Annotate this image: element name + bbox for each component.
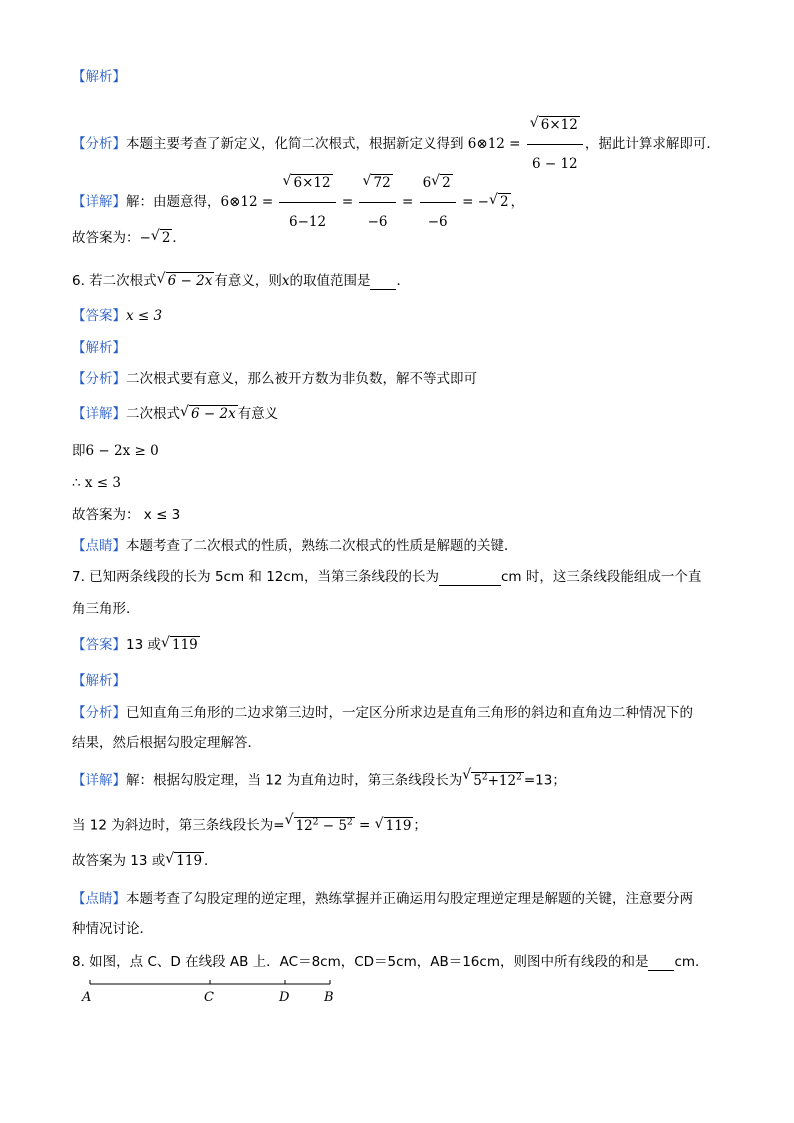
- q6-step1-text: 即6 − 2x ≥ 0: [72, 443, 159, 459]
- point-label-d: D: [279, 990, 290, 1005]
- q7-xj-rad-a: 5: [473, 772, 482, 789]
- q5-answer-line: 故答案为：− √ 2 ．: [72, 228, 186, 246]
- q6-step1: [72, 442, 159, 460]
- q7-xj-tail: =13；: [523, 772, 566, 789]
- q6-fenxi-line: [72, 370, 477, 388]
- fenxi-tag: 【分析】: [72, 136, 126, 152]
- q7-stem-part-b: cm 时，这三条线段能组成一个直: [500, 569, 702, 585]
- xj-fraction-2: √ 72 −6: [359, 166, 395, 239]
- xj-fraction-1: √ 6×12 6−12: [279, 166, 335, 239]
- q6-stem-mid: 有意义，则: [214, 273, 282, 289]
- answer-tail: ．: [172, 230, 186, 246]
- q7-answer-tail: ．: [204, 853, 218, 869]
- q6-stem-prefix: 6. 若二次根式: [72, 273, 157, 289]
- q7-dianjing-line2: [72, 920, 153, 938]
- q6-dianjing-text: 本题考查了二次根式的性质，熟练二次根式的性质是解题的关键．: [126, 538, 518, 554]
- q6-stem-end: ．: [396, 273, 410, 289]
- xj-fraction-3: 6 √ 2 −6: [420, 166, 456, 239]
- xj-f2-denominator: −6: [367, 214, 388, 230]
- fenxi-tag: 【分析】: [72, 705, 126, 721]
- q7-fenxi-line2: [72, 734, 261, 752]
- q7-case2-line: 当 12 为斜边时，第三条线段长为= √ $12^2 - 5^2$ = √ 119 ；: [72, 812, 427, 834]
- q6-answer: 故答案为： x ≤ 3: [72, 507, 181, 523]
- q7-stem-line1: [72, 568, 701, 586]
- q7-jiexi-heading: [72, 672, 126, 690]
- xj-f3-radicand: 2: [442, 175, 451, 191]
- q8-stem: [72, 953, 709, 971]
- q7-stem-part-a: 7. 已知两条线段的长为 5cm 和 12cm，当第三条线段的长为: [72, 569, 439, 585]
- q6-xiangjie-text: 二次根式: [126, 406, 180, 422]
- q6-dianjing-line: [72, 537, 518, 555]
- q6-stem-tail: 的取值范围是: [289, 273, 371, 289]
- q6-step2-text: ∴ x ≤ 3: [72, 475, 121, 491]
- fenxi-tag: 【分析】: [72, 371, 126, 387]
- answer-prefix: 故答案为：: [72, 230, 140, 246]
- equals-sign: =: [401, 194, 414, 210]
- answer-minus: −: [139, 230, 151, 246]
- q7-stem-line2: [72, 600, 130, 618]
- q7-stem-line2-text: 角三角形.: [72, 601, 131, 617]
- q7-case2-prefix: 当 12 为斜边时，第三条线段长为=: [72, 817, 285, 834]
- q7-fenxi-line2-text: 结果，然后根据勾股定理解答．: [72, 735, 261, 751]
- q7-answer-line: 故答案为 13 或 √ 119 ．: [72, 851, 218, 869]
- q8-stem-text: 8. 如图，点 C、D 在线段 AB 上．AC＝8cm，CD＝5cm，AB＝16cm，则图中所有线段的和是: [72, 954, 649, 970]
- q7-answer-radicand: 119: [176, 853, 203, 869]
- q5-xiangjie-line: 【详解】解：由题意得，6⊗12 = √ 6×12 6−12 = √ 72 −6 = 6 √ 2 −6 = − √ 2 ，: [72, 166, 524, 239]
- q7-case2-tail: ；: [413, 817, 427, 834]
- q6-xiangjie-radicand: 6 − 2x: [191, 406, 236, 422]
- q6-step2: [72, 474, 121, 492]
- q6-answer-line: [72, 506, 180, 524]
- q7-daan-prefix: 13 或: [126, 637, 161, 653]
- q6-fenxi-text: 二次根式要有意义，那么被开方数为非负数，解不等式即可: [126, 371, 477, 387]
- q6-stem: 6. 若二次根式 √ 6 − 2x 有意义，则x的取值范围是 ．: [72, 271, 410, 289]
- equals-sign: =: [359, 817, 371, 834]
- equals-sign: =: [341, 194, 354, 210]
- q7-dianjing-line1: [72, 890, 693, 908]
- q6-daan-value: x ≤ 3: [126, 308, 163, 324]
- fenxi-fraction: √ 6×12 6 − 12: [527, 108, 583, 181]
- q7-fenxi-line1-text: 已知直角三角形的二边求第三边时，一定区分所求边是直角三角形的斜边和直角边二种情况下的: [126, 705, 693, 721]
- q7-fenxi-line1: [72, 704, 693, 722]
- xiangjie-tag: 【详解】: [72, 772, 126, 789]
- q7-answer-prefix: 故答案为 13 或: [72, 853, 166, 869]
- xj-f3-coef: 6: [422, 175, 432, 191]
- q7-case2-rad-a: 12: [295, 817, 313, 834]
- daan-tag: 【答案】: [72, 637, 126, 653]
- q7-dianjing-line2-text: 种情况讨论．: [72, 921, 153, 937]
- q8-stem-unit: cm．: [674, 954, 709, 970]
- jiexi-tag: 【解析】: [72, 673, 126, 689]
- answer-blank: [370, 289, 396, 290]
- q7-xiangjie-text: 解：根据勾股定理，当 12 为直角边时，第三条线段长为: [126, 772, 463, 789]
- q5-jiexi-heading: [72, 68, 126, 86]
- q7-daan-line: 【答案】13 或 √ 119: [72, 635, 198, 653]
- q7-xj-rad-b: 12: [498, 772, 517, 789]
- jiexi-tag: 【解析】: [72, 69, 126, 85]
- q6-jiexi-heading: [72, 339, 126, 357]
- point-label-b: B: [324, 990, 334, 1005]
- dianjing-tag: 【点睛】: [72, 538, 126, 554]
- xj-result-radicand: 2: [499, 194, 509, 210]
- answer-blank: [439, 585, 501, 586]
- fenxi-frac-denominator: 6 − 12: [531, 156, 578, 172]
- daan-tag: 【答案】: [72, 308, 126, 324]
- q6-xiangjie-line: 【详解】二次根式 √ 6 − 2x 有意义: [72, 404, 279, 422]
- answer-radicand: 2: [161, 230, 171, 246]
- point-label-c: C: [204, 990, 214, 1005]
- xiangjie-tag: 【详解】: [72, 194, 126, 210]
- xj-f1-numerator: 6×12: [293, 175, 331, 191]
- q7-dianjing-line1-text: 本题考查了勾股定理的逆定理，熟练掌握并正确运用勾股定理逆定理是解题的关键，注意要分两: [126, 891, 693, 907]
- q7-daan-radicand: 119: [171, 637, 198, 653]
- fenxi-text: 本题主要考查了新定义，化简二次根式，根据新定义得到: [126, 136, 464, 152]
- xj-f3-denominator: −6: [427, 214, 448, 230]
- dianjing-tag: 【点睛】: [72, 891, 126, 907]
- fenxi-expr-lhs: 6⊗12 =: [467, 136, 521, 152]
- xj-tail: ，: [510, 194, 525, 210]
- xiangjie-text: 解：由题意得，: [126, 194, 221, 210]
- xj-f1-denominator: 6−12: [288, 214, 327, 230]
- xj-result-prefix: = −: [462, 194, 489, 210]
- q6-xiangjie-tail: 有意义: [237, 406, 279, 422]
- q7-case2-result: 119: [385, 817, 412, 834]
- jiexi-tag: 【解析】: [72, 340, 126, 356]
- q6-stem-var: x: [281, 273, 290, 289]
- answer-blank: [648, 970, 674, 971]
- fenxi-tail: ，据此计算求解即可．: [584, 136, 720, 152]
- q7-case2-rad-b: 5: [338, 817, 347, 834]
- q6-stem-radicand: 6 − 2x: [167, 273, 213, 289]
- xj-lhs: 6⊗12 =: [220, 194, 274, 210]
- point-label-a: A: [82, 990, 92, 1005]
- q6-daan-line: [72, 307, 162, 325]
- xiangjie-tag: 【详解】: [72, 406, 126, 422]
- fenxi-frac-numerator: 6×12: [540, 117, 578, 133]
- xj-f2-numerator: 72: [373, 175, 391, 191]
- segment-figure: [80, 976, 380, 1016]
- q7-xiangjie-line: 【详解】解：根据勾股定理，当 12 为直角边时，第三条线段长为 √ $5^2+12^2 =13$；: [72, 767, 566, 789]
